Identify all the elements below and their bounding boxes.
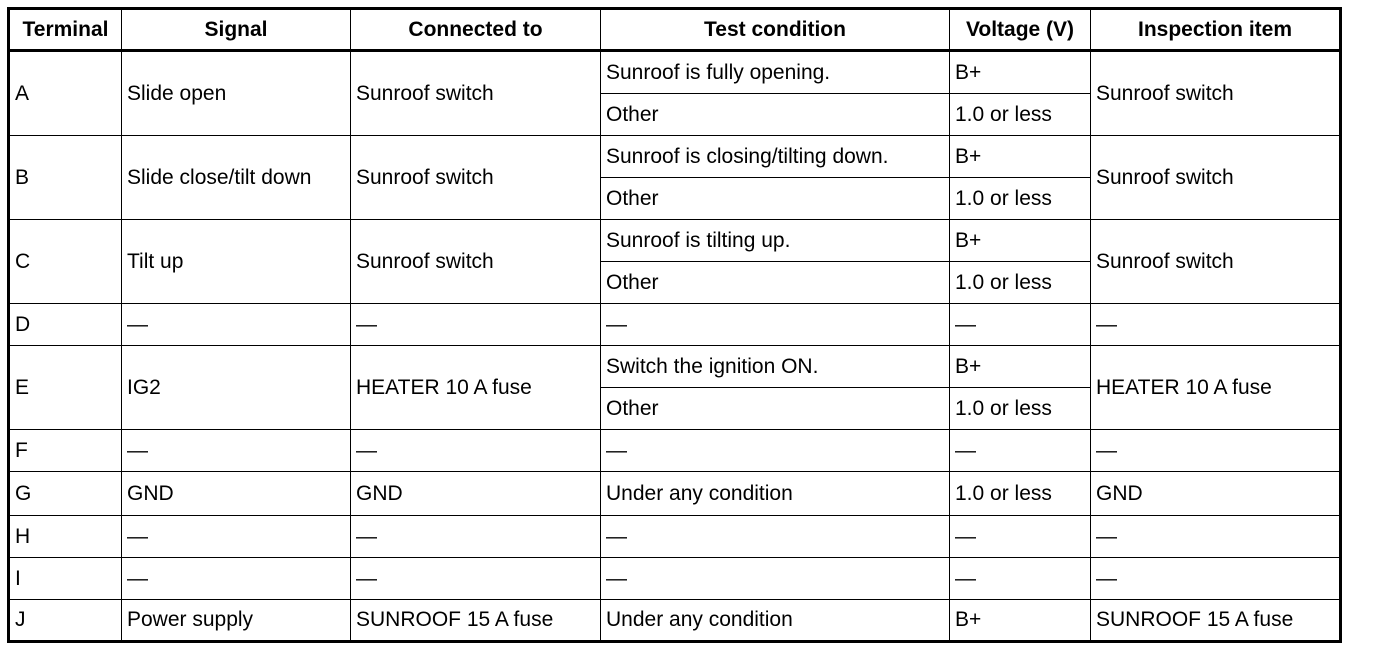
signal-cell: — [122, 516, 351, 558]
test-condition-cell: — [601, 516, 950, 558]
inspection-item-cell: HEATER 10 A fuse [1091, 346, 1341, 430]
test-condition-cell: Under any condition [601, 472, 950, 516]
signal-cell: — [122, 430, 351, 472]
header-connected-to: Connected to [351, 9, 601, 51]
terminal-cell: A [9, 51, 122, 136]
voltage-cell: — [950, 558, 1091, 600]
inspection-item-cell: Sunroof switch [1091, 136, 1341, 220]
connected-to-cell: — [351, 304, 601, 346]
test-condition-cell: Other [601, 94, 950, 136]
signal-cell: IG2 [122, 346, 351, 430]
table-row [9, 472, 1341, 516]
voltage-cell: 1.0 or less [950, 388, 1091, 430]
inspection-item-cell: — [1091, 304, 1341, 346]
header-terminal: Terminal [9, 9, 122, 51]
voltage-cell: B+ [950, 346, 1091, 388]
terminal-cell: J [9, 600, 122, 642]
voltage-cell: — [950, 516, 1091, 558]
voltage-cell: 1.0 or less [950, 262, 1091, 304]
connected-to-cell: Sunroof switch [351, 220, 601, 304]
voltage-cell: B+ [950, 51, 1091, 94]
table-row [9, 220, 1341, 262]
signal-cell: Tilt up [122, 220, 351, 304]
header-test-condition: Test condition [601, 9, 950, 51]
inspection-item-cell: GND [1091, 472, 1341, 516]
terminal-cell: E [9, 346, 122, 430]
test-condition-cell: — [601, 430, 950, 472]
header-voltage: Voltage (V) [950, 9, 1091, 51]
connected-to-cell: GND [351, 472, 601, 516]
voltage-cell: B+ [950, 220, 1091, 262]
inspection-item-cell: SUNROOF 15 A fuse [1091, 600, 1341, 642]
signal-cell: Power supply [122, 600, 351, 642]
inspection-item-cell: — [1091, 558, 1341, 600]
inspection-item-cell: Sunroof switch [1091, 220, 1341, 304]
test-condition-cell: Switch the ignition ON. [601, 346, 950, 388]
test-condition-cell: Sunroof is closing/tilting down. [601, 136, 950, 178]
terminal-cell: G [9, 472, 122, 516]
test-condition-cell: Other [601, 262, 950, 304]
terminal-cell: C [9, 220, 122, 304]
connected-to-cell: Sunroof switch [351, 51, 601, 136]
test-condition-cell: Under any condition [601, 600, 950, 642]
terminal-cell: H [9, 516, 122, 558]
table-row [9, 346, 1341, 388]
table-row [9, 430, 1341, 472]
test-condition-cell: — [601, 304, 950, 346]
voltage-cell: B+ [950, 136, 1091, 178]
connected-to-cell: HEATER 10 A fuse [351, 346, 601, 430]
terminal-cell: B [9, 136, 122, 220]
signal-cell: — [122, 558, 351, 600]
test-condition-cell: Sunroof is tilting up. [601, 220, 950, 262]
connected-to-cell: — [351, 430, 601, 472]
voltage-cell: — [950, 304, 1091, 346]
connected-to-cell: — [351, 516, 601, 558]
table-row [9, 136, 1341, 178]
test-condition-cell: Other [601, 388, 950, 430]
signal-cell: Slide open [122, 51, 351, 136]
terminal-voltage-table [7, 7, 1342, 643]
table-row [9, 304, 1341, 346]
connected-to-cell: SUNROOF 15 A fuse [351, 600, 601, 642]
header-signal: Signal [122, 9, 351, 51]
table-row [9, 516, 1341, 558]
voltage-cell: 1.0 or less [950, 472, 1091, 516]
test-condition-cell: Other [601, 178, 950, 220]
inspection-item-cell: Sunroof switch [1091, 51, 1341, 136]
inspection-item-cell: — [1091, 430, 1341, 472]
connected-to-cell: — [351, 558, 601, 600]
table-row [9, 600, 1341, 642]
voltage-cell: 1.0 or less [950, 94, 1091, 136]
terminal-cell: F [9, 430, 122, 472]
table-row [9, 51, 1341, 94]
header-inspection-item: Inspection item [1091, 9, 1341, 51]
header-row [9, 9, 1341, 51]
signal-cell: GND [122, 472, 351, 516]
terminal-cell: I [9, 558, 122, 600]
voltage-cell: B+ [950, 600, 1091, 642]
inspection-item-cell: — [1091, 516, 1341, 558]
table-row [9, 558, 1341, 600]
voltage-cell: 1.0 or less [950, 178, 1091, 220]
test-condition-cell: Sunroof is fully opening. [601, 51, 950, 94]
connected-to-cell: Sunroof switch [351, 136, 601, 220]
terminal-cell: D [9, 304, 122, 346]
signal-cell: — [122, 304, 351, 346]
signal-cell: Slide close/tilt down [122, 136, 351, 220]
test-condition-cell: — [601, 558, 950, 600]
voltage-cell: — [950, 430, 1091, 472]
